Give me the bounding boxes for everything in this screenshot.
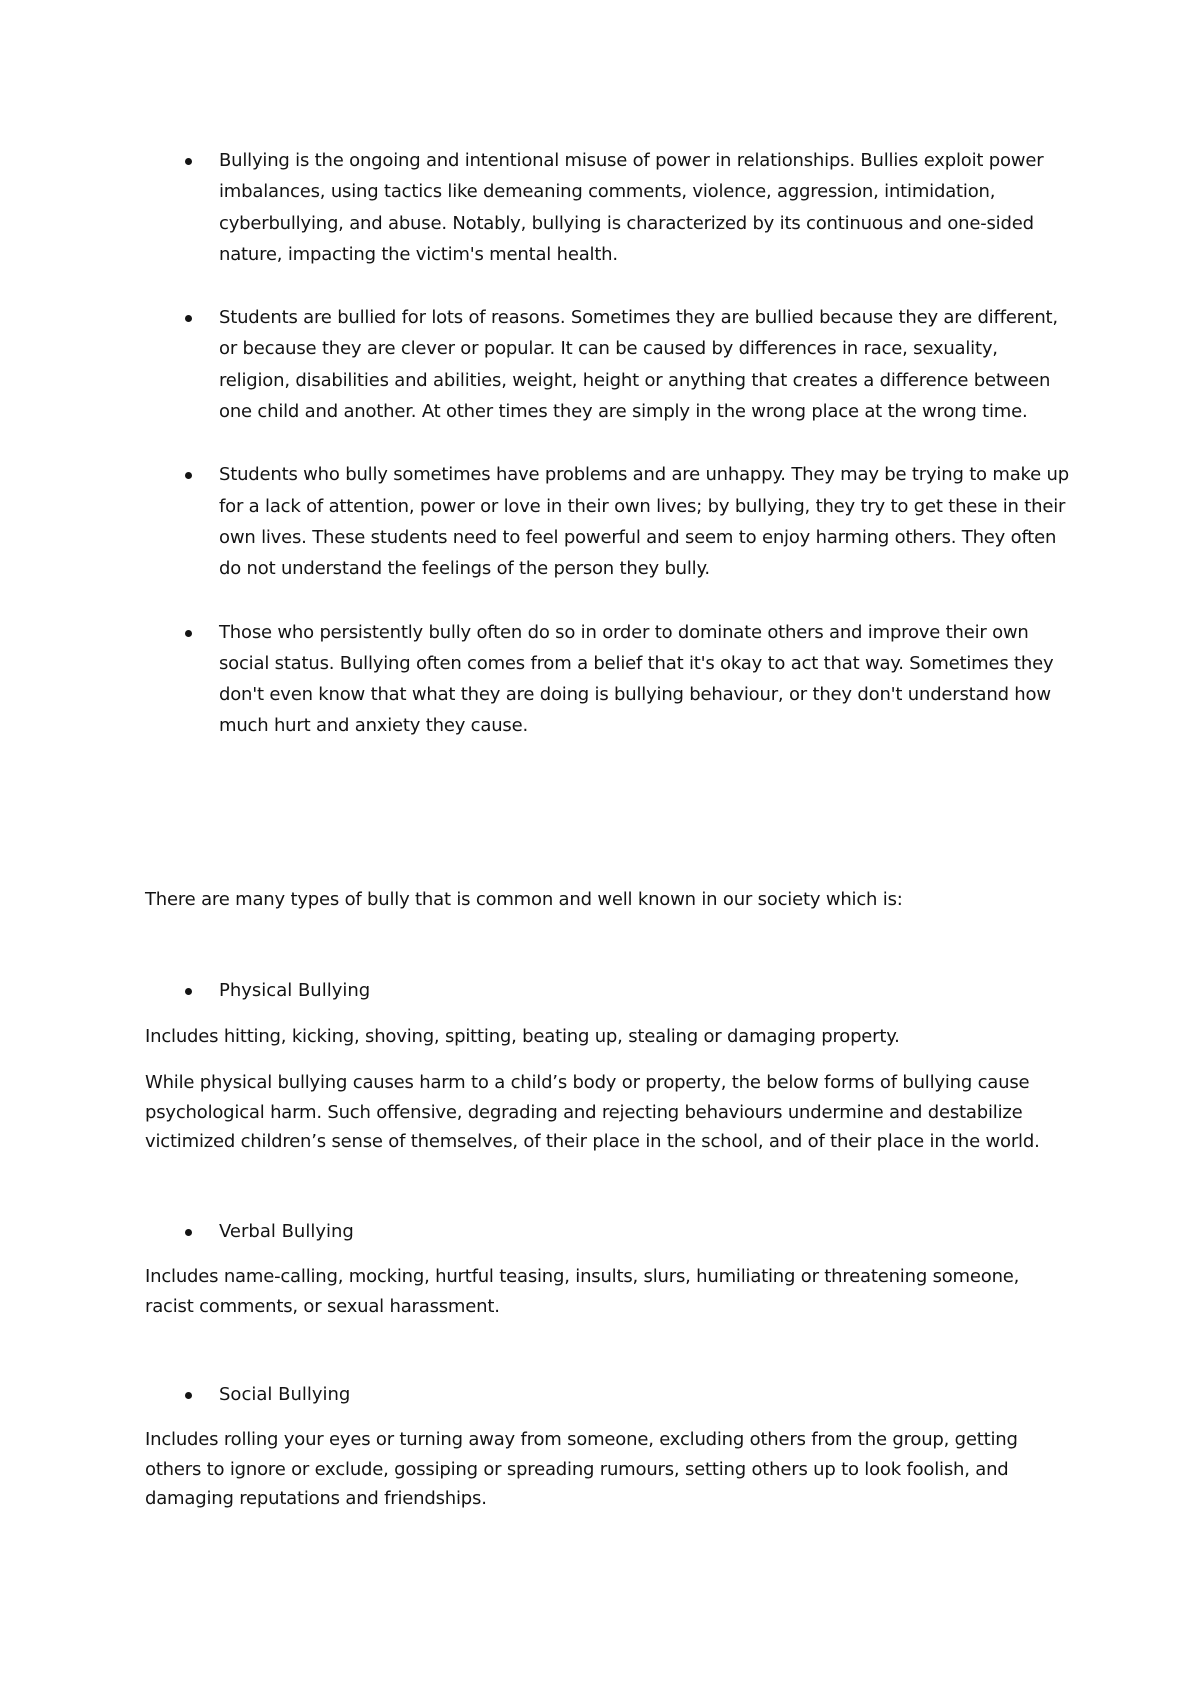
type-heading-text: Physical Bullying: [219, 980, 371, 1001]
type-description-physical: Includes hitting, kicking, shoving, spitting, beating up, stealing or damaging property.: [145, 1026, 900, 1047]
type-heading-text: Social Bullying: [219, 1384, 351, 1405]
bullet-icon: [185, 472, 192, 479]
list-item-text: Bullying is the ongoing and intentional misuse of power in relationships. Bullies exploit power imbalances, using tactics like demeaning comments, violence, aggression, intimidation, cyberbullying, and abuse. Notably, bullying is characterized by its continuous and one-sided nature, impacting the victim's mental health.: [219, 150, 1044, 265]
list-item: [0, 459, 1072, 584]
type-note-physical: While physical bullying causes harm to a child’s body or property, the below forms of bullying cause psychological harm. Such offensive, degrading and rejecting behaviours undermine and destabilize victimized children’s sense of themselves, of their place in the school, and of their place in the world.: [145, 1072, 1040, 1152]
list-item: [0, 617, 1072, 742]
list-item-text: Students are bullied for lots of reasons. Sometimes they are bullied because they are different, or because they are clever or popular. It can be caused by differences in race, sexuality, religion, disabilities and abilities, weight, height or anything that creates a difference between one child and another. At other times they are simply in the wrong place at the wrong time.: [219, 307, 1058, 423]
type-heading-text: Verbal Bullying: [219, 1221, 354, 1242]
types-intro: There are many types of bully that is common and well known in our society which is:: [145, 889, 903, 910]
bullet-icon: [185, 1229, 192, 1236]
type-heading-physical: [0, 976, 1000, 1005]
type-description-verbal: Includes name-calling, mocking, hurtful teasing, insults, slurs, humiliating or threatening someone, racist comments, or sexual harassment.: [145, 1266, 1020, 1317]
bullet-icon: [185, 988, 192, 995]
list-item-text: Students who bully sometimes have problems and are unhappy. They may be trying to make up for a lack of attention, power or love in their own lives; by bullying, they try to get these in their own lives. These students need to feel powerful and seem to enjoy harming others. They often do not understand the feelings of the person they bully.: [219, 464, 1069, 580]
list-item: [0, 302, 1072, 427]
type-description-social: Includes rolling your eyes or turning away from someone, excluding others from the group, getting others to ignore or exclude, gossiping or spreading rumours, setting others up to look foolish, and damaging reputations and friendships.: [145, 1429, 1018, 1509]
bullet-icon: [185, 1392, 192, 1399]
bullet-icon: [185, 315, 192, 322]
list-item-text: Those who persistently bully often do so in order to dominate others and improve their own social status. Bullying often comes from a belief that it's okay to act that way. Sometimes they don't even know that what they are doing is bullying behaviour, or they don't understand how much hurt and anxiety they cause.: [219, 621, 1054, 737]
bullet-icon: [185, 158, 192, 165]
list-item: [0, 145, 1072, 270]
bullet-icon: [185, 630, 192, 637]
causes-list: [0, 145, 1072, 742]
type-heading-verbal: [0, 1217, 1000, 1246]
type-heading-social: [0, 1380, 1000, 1409]
